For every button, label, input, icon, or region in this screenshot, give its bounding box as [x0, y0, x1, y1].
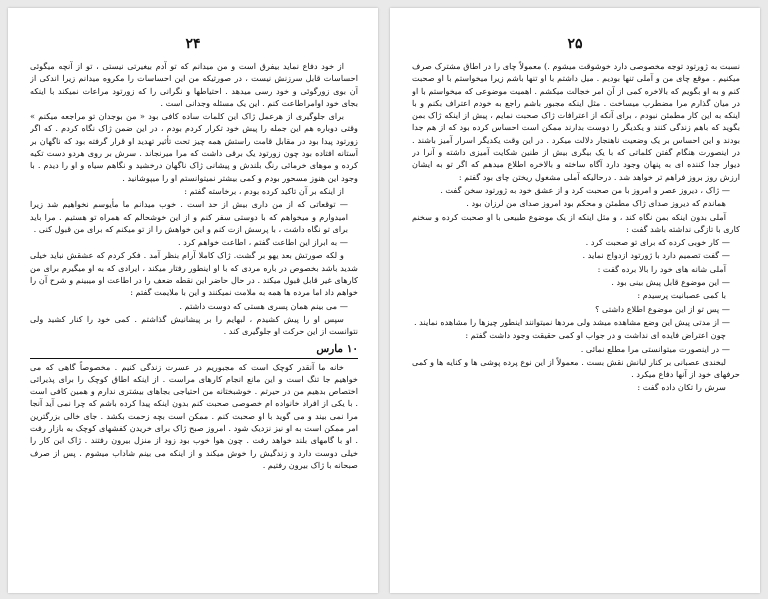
dialogue-line: — کار خوبی کرده که برای تو صحبت کرد . [585, 237, 730, 248]
dialogue-line: — پس تو از این موضوع اطلاع داشتی ؟ [595, 303, 730, 314]
page-number: ۲۴ [185, 36, 201, 52]
page-number: ۲۵ [567, 36, 583, 52]
section-date-heading: ۱۰ مارس [30, 342, 358, 359]
dialogue-line: — می بینم همان پسری هستی که دوست داشتم . [179, 300, 348, 311]
paragraph: آملی بدون اینکه بمن نگاه کند ، و مثل اینکه از یک موضوع طبیعی با او صحبت کرده و سخنم کاری با تازگی نداشته باشد گفت : [412, 211, 740, 234]
paragraph: چون اعتراض فایده ای نداشت و در جواب او کمی حقیقت وجود داشت گفتم : [465, 330, 726, 341]
dialogue-line: — به ابراز این اطاعت گفتم ، اطاعت خواهم کرد . [178, 237, 348, 248]
dialogue-line: — توقعاتی که از من داری بیش از حد است . خوب میدانم ما مأیوسم نخواهیم شد زیرا امیدوارم و میخواهم که با دوستی سفر کنم و از این خوشحالم که همراه تو هستیم . مرا باید برای تو نگاه داشت ، با پرسش ازت کنم و این خواهش را از تو میکنم که برای من قبول کنی . [30, 199, 348, 234]
page-body [30, 60, 358, 573]
left-page [8, 8, 378, 593]
right-page [390, 8, 760, 593]
paragraph: از خود دفاع نماید بیفرق است و من میدانم که تو آدم بیغیرتی نیستی ، تو از آنچه میگوئی احساسات قابل سرزنش نیست ، در صورتیکه من این احساسات را مکروه میدانم زیرا اندکی از آن بوی زورگوئی و خود رسی میدهد . احتیاطها و نگرانی را که زورتود مراعات نمیکند با اینکه بجای خود اوامراطاعت کنم . این یک مسئله وجدانی است . [30, 61, 358, 108]
page-body [412, 60, 740, 573]
paragraph: خانه ما آنقدر کوچک است که مجبوریم در عسرت زندگی کنیم . مخصوصاً گاهی که می خواهیم جا تنگ است و این مانع انجام کارهای مراست . از اینکه اطاق کوچک را برای پذیرائی اختصاص بدهیم من در حیرتم . خوشبختانه من احتیاجی بجاهای بیشتری ندارم و همین کافی است . با یکی از افراد خانواده ام خصوصی صحبت کنم بدون اینکه پیدا کرده باشم که چرا نمی آید آنجا مرا نمی بیند و می گوید با او صحبت کنم . ممکن است بچه زحمت بکشد . جای خالی بزرگترین امر ممکن است به او نیز نزدیک شود . امروز صبح ژاک برای خریدن کفشهای کوچک به بازار رفت . او با گامهای بلند خواهد رفت . چون هوا خوب بود زود از منزل بیرون رفتند . ژاک این کار را خیلی دوست دارد و زندگیش را خوش میکند و از اینکه می بینم شاداب میشوم . پس از صرف صبحانه با ژاک بیرون رفتیم . [30, 361, 358, 470]
paragraph: از اینکه بر آن تاکید کرده بودم ، برخاسته گفتم : [184, 185, 344, 196]
dialogue-line: — از مدتی پیش این وضع مشاهده میشد ولی مردها نمیتوانند اینطور چیزها را مشاهده نمایند . [413, 316, 730, 327]
paragraph: سپس او را پیش کشیدم ، لبهایم را بر پیشانیش گذاشتم . کمی خود را کنار کشید ولی نتوانست از این حرکت او جلوگیری کند . [30, 313, 358, 337]
dialogue-line: — گفت تصمیم دارد با ژورتود ازدواج نماید . [582, 250, 730, 261]
paragraph: با کمی عصبانیت پرسیدم : [637, 290, 726, 301]
paragraph: لبخندی عصبانی بر کنار لبانش نقش بست . معمولاً از این نوع پرده پوشی ها و کنایه ها و کمی حرفهای خود از آنها دفاع میکرد . [412, 356, 740, 380]
paragraph: هماندم که دیروز صدای ژاک مطمئن و محکم بود امروز صدای من لرزان بود . [466, 198, 726, 209]
paragraph: نسبت به ژورتود توجه مخصوصی دارد خوشوقت میشوم .) معمولاً چای را در اطاق مشترک صرف میکنیم . موقع چای من و آملی تنها بودیم . میل داشتم با او تنها باشم زیرا میخواستم با او صحبت کنم و به او بگویم که بالاخره کمی از آن امر خجالت میکشم . اهمیت موضوعی که میخواستم با او در میان گذارم مرا مضطرب میساخت . مثل اینکه مجبور باشم راجع به خودم اعتراف بکنم و با اینکه به این کار مطمئن نبودم ، برای آنکه از اعترافات ژاک صحبت نمایم ، پیش از اینکه ژاک بمن بگوید که باهم زندگی کنند و یکدیگر را دوست بدارند ممکن است احساس کرده بود که از هم جدا بودند و این احساس بر یک وضعیت ناهنجار دلالت میکرد . در این وقت یکدیگر اسرار آمیز باشند . در اینصورت هنگام گفتن کلماتی که با یک بیگری بیش از طنین شکایت آمیزی داشته و آنرا در دیوار جدا کننده ای به پنهان وجود دارد آگاه ساخته و بالاخره اطلاع میدهم که اگر تو به ایشان ارزش روز بروز فراهم تر خواهد شد . درحالیکه آملی مشغول ریختن چای بود گفتم : [412, 61, 740, 182]
paragraph: برای جلوگیری از هرعمل ژاک این کلمات ساده کافی بود « من بوجدان تو مراجعه میکنم » وقتی دوباره هم این جمله را پیش خود تکرار کردم بودم ، در این ضمن ژاک نگاه کردم . که اگر زورتود پیدا بود در مقابل قامت راستش همه چیز تحت تأثیر تهدید او قرار گرفته بود که ناگهان بر آستانه افتاده بود چون زورتود یک برقی داشت که مرا میرنجاند . سرش بر روی هردو دست تکیه کرده و موهای خرمائی رنگ بلندش و پیشانی ژاک ناگهان درخشید و نگاهم سیاه و او را دیدم . با وجود این هنوز مسحور بودم و کمی بیشتر نمیتوانستم او را میپوشانید . [30, 111, 358, 183]
paragraph: و لکه صورتش بعد یهو بر گشت. ژاک کاملا آرام بنظر آمد . فکر کردم که عشقش نباید خیلی شدید باشد بخصوص در باره مردی که با او اینطور رفتار میکند ، ایرادی که به او میگیرم برای من کارهای غیر قابل قبول میکند . در حال حاضر این نقطه ضعف را در اطاعت او میبینم و شرح آن را خواهم داد اما مرده ها همه به ملامت نمیکنند و این با ملایمت گفتم : [30, 250, 358, 298]
paragraph: آملی شانه های خود را بالا برده گفت : [597, 263, 726, 274]
dialogue-line: — این موضوع قابل پیش بینی بود . [611, 277, 730, 288]
dialogue-line: — در اینصورت میتوانستی مرا مطلع نمائی . [580, 343, 730, 354]
paragraph: سرش را تکان داده گفت : [637, 382, 726, 393]
dialogue-line: — ژاک ، دیروز عصر و امروز با من صحبت کرد و از عشق خود به ژورتود سخن گفت . [440, 184, 730, 195]
